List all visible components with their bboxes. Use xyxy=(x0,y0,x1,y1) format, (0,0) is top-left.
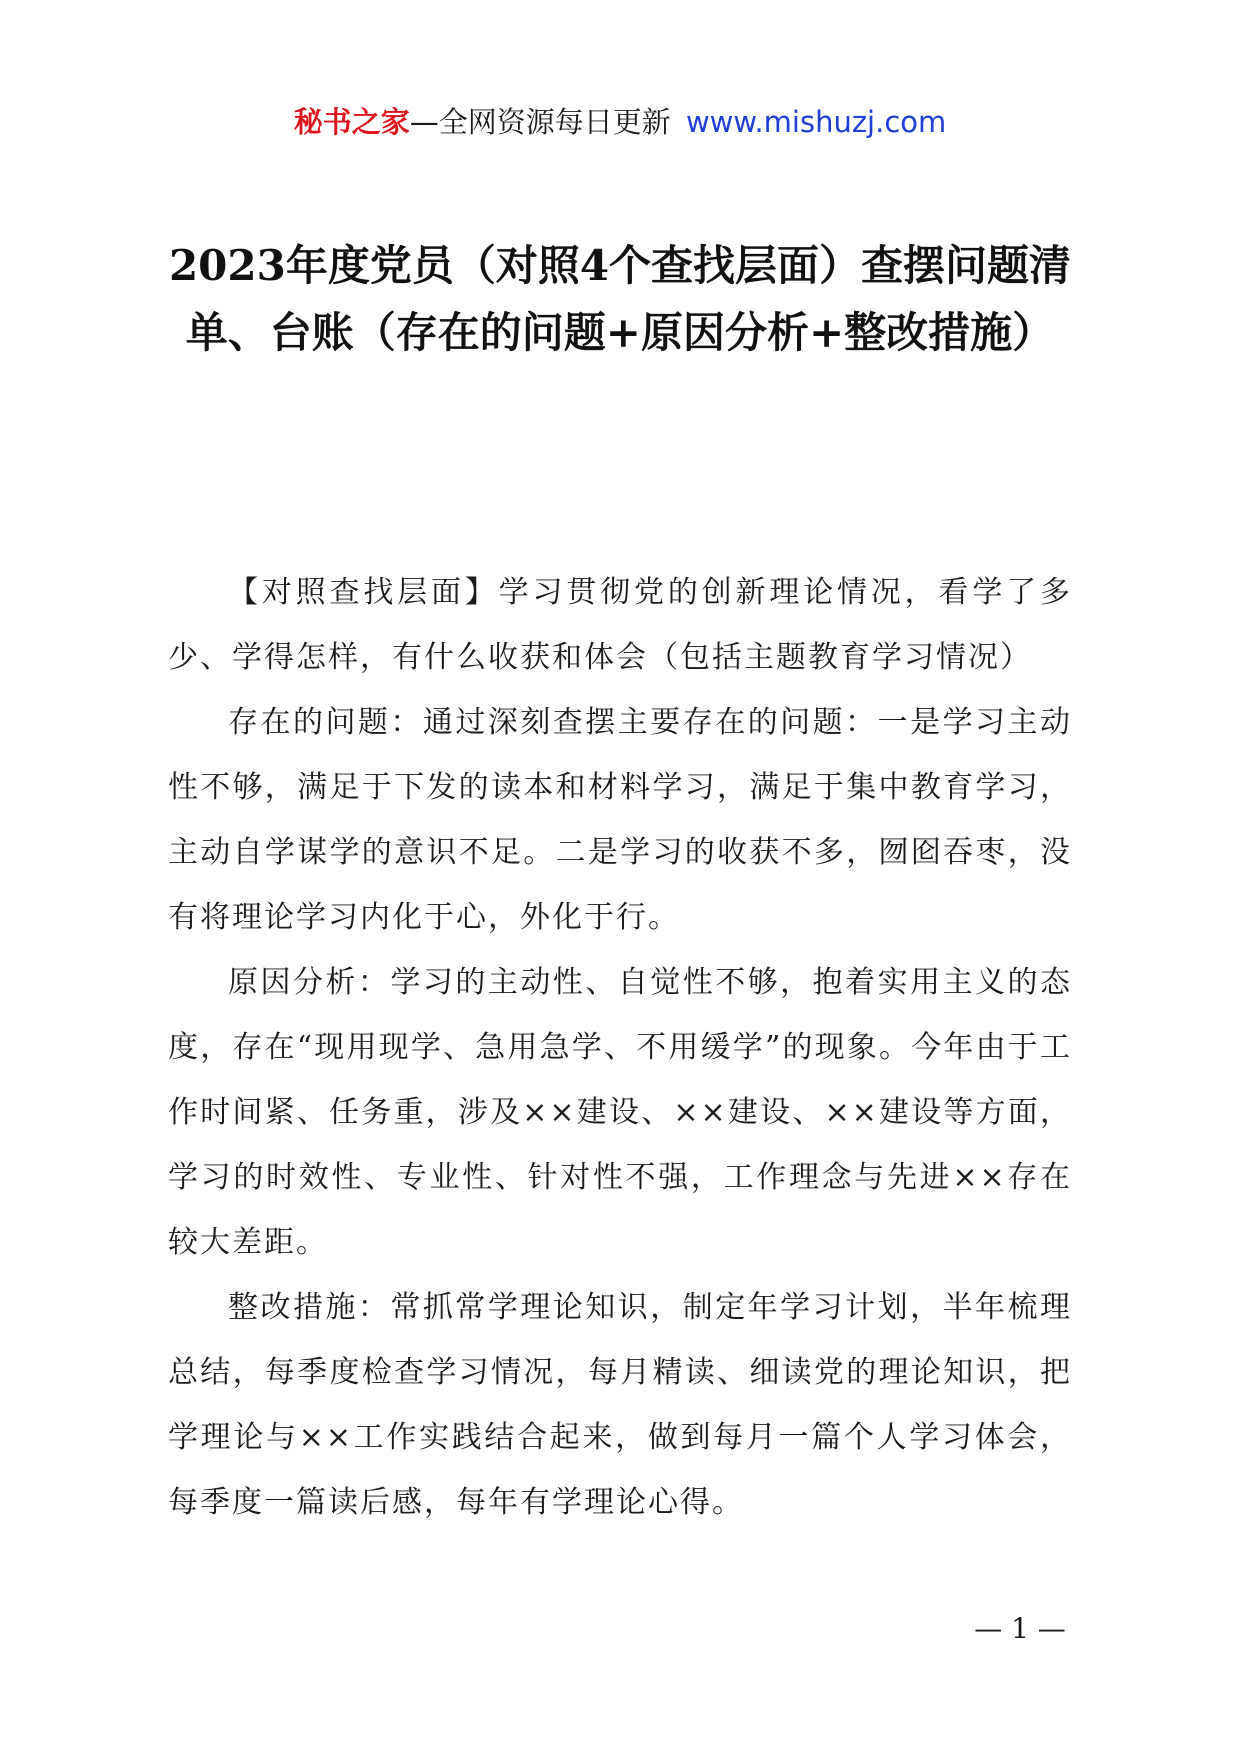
site-url-link[interactable]: www.mishuzj.com xyxy=(685,105,947,139)
paragraph-checkpoint xyxy=(168,560,1072,690)
paragraph-rectification xyxy=(168,1275,1072,1535)
paragraph-cause-analysis xyxy=(168,950,1072,1275)
header-separator: — xyxy=(409,105,439,139)
document-title: 2023年度党员（对照4个查找层面）查摆问题清单、台账（存在的问题+原因分析+整改措施） xyxy=(168,241,1072,357)
paragraph-problems xyxy=(168,690,1072,950)
paragraph-text: 通过深刻查摆主要存在的问题：一是学习主动性不够，满足于下发的读本和材料学习，满足于集中教育学习，主动自学谋学的意识不足。二是学习的收获不多，囫囵吞枣，没有将理论学习内化于心，外化于行。 xyxy=(168,705,1073,935)
site-header xyxy=(0,102,1240,142)
paragraph-label: 存在的问题： xyxy=(228,705,423,740)
page-number: — 1 — xyxy=(974,1612,1066,1645)
brand-name: 秘书之家 xyxy=(293,105,410,139)
header-tagline: 全网资源每日更新 xyxy=(438,105,671,139)
paragraph-text: 学习的主动性、自觉性不够，抱着实用主义的态度，存在“现用现学、急用急学、不用缓学”的现象。今年由于工作时间紧、任务重，涉及××建设、××建设、××建设等方面，学习的时效性、专业性、针对性不强，工作理念与先进××存在较大差距。 xyxy=(168,965,1073,1260)
document-body xyxy=(168,560,1072,1535)
paragraph-label: 【对照查找层面】 xyxy=(228,575,499,610)
paragraph-text: 学习贯彻党的创新理论情况，看学了多少、学得怎样，有什么收获和体会（包括主题教育学习情况） xyxy=(168,575,1073,675)
paragraph-label: 整改措施： xyxy=(228,1290,391,1325)
paragraph-text: 常抓常学理论知识，制定年学习计划，半年梳理总结，每季度检查学习情况，每月精读、细读党的理论知识，把学理论与××工作实践结合起来，做到每月一篇个人学习体会，每季度一篇读后感，每年有学理论心得。 xyxy=(168,1290,1073,1520)
paragraph-label: 原因分析： xyxy=(228,965,391,1000)
